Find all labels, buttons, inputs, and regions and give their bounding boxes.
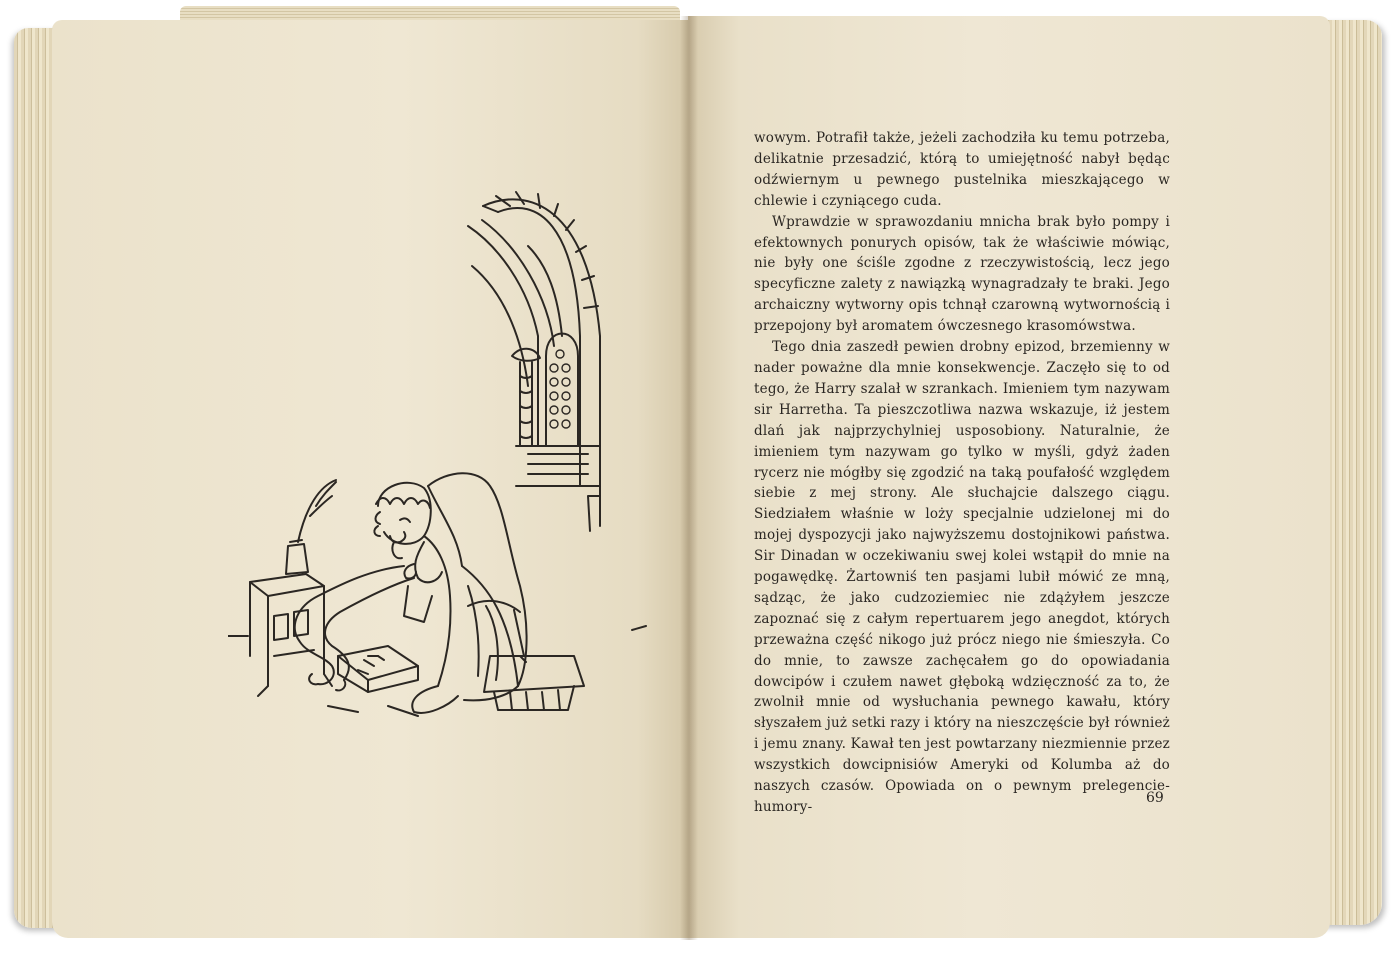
writing-desk-drawing xyxy=(228,480,646,696)
page-number: 69 xyxy=(1146,790,1164,806)
monk-figure-drawing xyxy=(374,473,584,713)
gothic-arch-drawing xyxy=(468,192,600,531)
monk-scribe-illustration xyxy=(228,186,660,726)
book-drawing xyxy=(338,646,418,692)
paragraph: Tego dnia zaszedł pewien drobny epizod, brzemienny w nader poważne dla mnie konsekwencje. Zaczęło się to od tego, że Harry szalał w szrankach. Imieniem tym nazywam sir Harretha. Ta pieszczotliwa nazwa wskazuje, iż jestem dlań jak najprzychylniej usposobiony. Naturalnie, że imieniem tym nazywam go tylko w myśli, gdyż żaden rycerz nie mógłby się zgodzić na taką poufałość względem siebie z mej strony. Ale słuchajcie dalszego ciągu. Siedziałem właśnie w loży specjalnie udzielonej mi do mojej dyspozycji jako najwyższemu dostojnikowi państwa. Sir Dinadan w oczekiwaniu swej kolei wstąpił do mnie na pogawędkę. Żartowniś ten pasjami lubił mówić ze mną, sądząc, że jako cudzoziemiec nie zdążyłem jeszcze zapoznać się z całym repertuarem jego anegdot, których przeważna część nikogo już prócz niego nie śmieszyła. Co do mnie, to zawsze zachęcałem go do opowiadania dowcipów i czułem nawet głęboką wdzięczność za to, że zwolnił mnie od wysłuchania pewnego kawału, który słyszałem już setki razy i który na nieszczęście był również i jemu znany. Kawał ten jest powtarzany niezmiennie przez wszystkich dowcipnisiów Ameryki od Kolumba aż do naszych czasów. Opowiada on o pewnym prelegencie-humory- xyxy=(754,339,1170,815)
right-page-text xyxy=(754,128,1170,818)
book-gutter xyxy=(680,16,698,940)
paragraph: wowym. Potrafił także, jeżeli zachodziła ku temu potrzeba, delikatnie przesadzić, którą to umiejętność nabył będąc odźwiernym u pewnego pustelnika mieszkającego w chlewie i czyniącego cuda. xyxy=(754,130,1170,209)
paragraph: Wprawdzie w sprawozdaniu mnicha brak było pompy i efektownych ponurych opisów, tak że właściwie mówiąc, nie były one ściśle zgodne z rzeczywistością, lecz jego specyficzne zalety z nawiązką wynagradzały te braki. Jego archaiczny wytworny opis tchnął czarowną wytwornością i przepojony był aromatem ówczesnego krasomówstwa. xyxy=(754,213,1170,335)
